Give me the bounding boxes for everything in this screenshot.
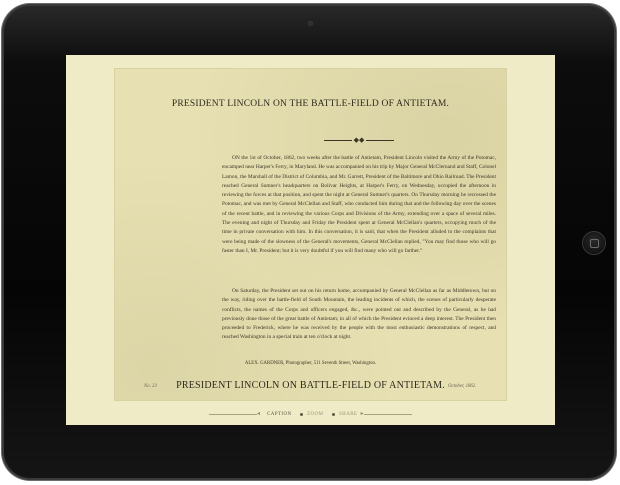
photo-title-top: PRESIDENT LINCOLN ON THE BATTLE-FIELD OF ANTIETAM.: [171, 99, 450, 109]
photographer-credit: ALEX. GARDNER, Photographer, 511 Seventh Street, Washington.: [244, 361, 377, 366]
arrow-left-icon[interactable]: ◂: [257, 411, 261, 417]
arrow-right-icon[interactable]: ▸: [360, 411, 364, 417]
photo-title-bottom: PRESIDENT LINCOLN ON BATTLE-FIELD OF ANTIETAM.: [176, 380, 445, 391]
app-screen: [66, 55, 555, 425]
share-button[interactable]: SHARE: [339, 412, 358, 417]
separator-dot-2: [332, 413, 335, 416]
controls-rule-right: [364, 414, 412, 415]
ornament-line-right: [366, 140, 394, 141]
ornament-line-left: [324, 140, 352, 141]
photo-date: October, 1862.: [448, 384, 477, 389]
title-ornament: [324, 136, 394, 144]
photo-card[interactable]: [115, 69, 506, 400]
home-square-icon: [590, 239, 599, 248]
caption-button[interactable]: CAPTION: [267, 412, 292, 417]
zoom-button[interactable]: ZOOM: [307, 412, 324, 417]
home-button[interactable]: [583, 232, 605, 254]
separator-dot-1: [300, 413, 303, 416]
bottom-controls: [209, 410, 412, 420]
caption-paragraph-2: On Saturday, the President set out on his return home, accompanied by General McClellan as far as Middletown, but on the way, riding over the battle-field of South Mountain, the leading incidents of which, the scenes of particularly desperate conflicts, the names of the Corps and officers engaged, &c., were pointed out and described by the General, as he had previously done those of the great battle of Antietam; in all of which the President evinced a deep interest. The President then proceeded to Frederick, where he was received by the people with the most enthusiastic demonstrations of respect, and reached Washington in a special train at ten o'clock at night.: [222, 288, 496, 341]
ornament-diamond-icon: ◆◆: [353, 136, 365, 144]
camera-icon: [308, 21, 313, 26]
caption-paragraph-1: ON the 1st of October, 1862, two weeks after the battle of Antietam, President Lincoln visited the Army of the Potomac, encamped near Harper's Ferry, in Maryland. He was accompanied on his trip by Major General McClernand and Staff, Colonel Lamon, the Marshall of the District of Columbia, and Mr. Garrett, President of the Baltimore and Ohio Railroad. The President reached General Sumner's headquarters on Bolivar Heights, at Harper's Ferry, on Wednesday, occupied the afternoon in reviewing the forces at that position, and spent the night at General Sumner's quarters. On Thursday morning he recrossed the Potomac, and was met by General McClellan and Staff, who conducted him during that and the following day over the scenes of the recent battle, and in reviewing the various Corps and Divisions of the Army, extending over a space of several miles. The evening and night of Thursday and Friday the President spent at General McClellan's quarters, occupying much of the time in private conversation with him. In this conversation, it is said, that when the President alluded to the complaints that were being made of the slowness of the General's movements, General McClellan replied, "You may find those who will go faster than I, Mr. President; but it is very doubtful if you will find many who will go farther.": [222, 155, 497, 254]
photo-number: No. 23: [144, 384, 157, 389]
controls-rule-left: [209, 414, 257, 415]
